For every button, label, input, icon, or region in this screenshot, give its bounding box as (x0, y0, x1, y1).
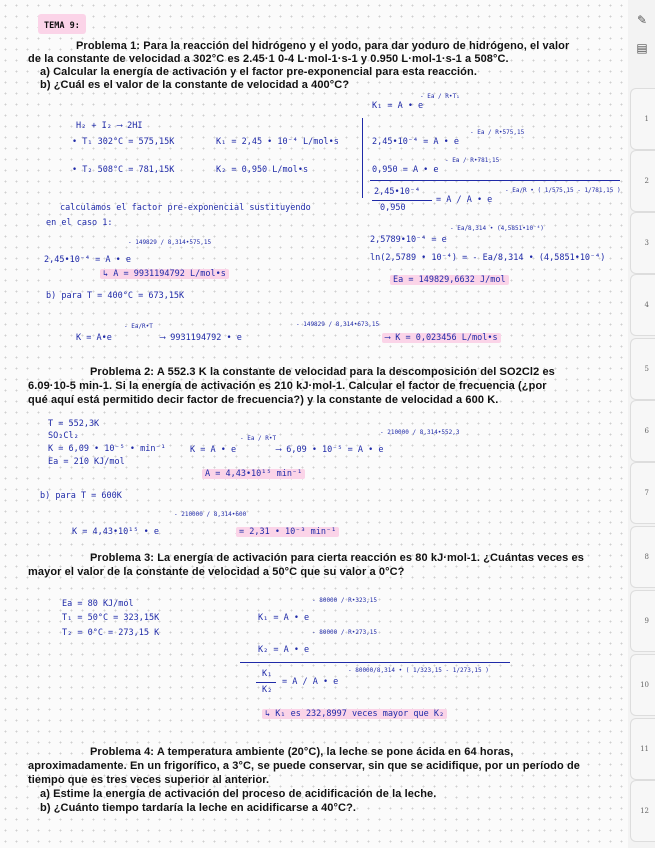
p1-eq-a: 2,45•10⁻⁴ = A • e (44, 255, 131, 265)
p2-eq-exp: - Ea / R•T (240, 435, 277, 442)
sidebar-tab-label: 11 (640, 745, 649, 753)
p2-eq-2-exp: - 210000 / 8,314•552,3 (380, 429, 460, 436)
sidebar-tab-9[interactable] (630, 590, 655, 652)
p1-b-result: ⟶ K = 0,023456 L/mol•s (382, 334, 501, 344)
p2-line-2: 6.09·10-5 min-1. Si la energía de activación es 210 kJ·mol-1. Calcular el factor de frecuencia (¿por (28, 380, 547, 392)
p2-eq-2: ⟶ 6,09 • 10⁻⁵ = A • e (276, 445, 384, 455)
p1-eq-k1: K₁ = A • e (372, 101, 424, 111)
p1-line-1: Problema 1: Para la reacción del hidrógeno y el yodo, para dar yoduro de hidrógeno, el valor (76, 40, 570, 52)
p1-eq-a-exp: - 149829 / 8,314•575,15 (128, 239, 212, 246)
p2-b-result: = 2,31 • 10⁻³ min⁻¹ (236, 528, 339, 538)
sidebar-tab-6[interactable] (630, 400, 655, 462)
p1-eq-4-den: 0,950 (380, 203, 406, 213)
p3-ratio-den: K₂ (262, 685, 273, 695)
sidebar-tab-label: 2 (644, 177, 649, 185)
p3-ratio-rhs: = A / A • e (282, 677, 339, 687)
sidebar-tab-5[interactable] (630, 338, 655, 400)
p2-b-eq: K = 4,43•10¹⁵ • e (72, 527, 159, 537)
notebook-icon[interactable]: ▤ (636, 41, 648, 55)
sidebar-tab-4[interactable] (630, 274, 655, 336)
p1-note-1: calculamos el factor pre-exponencial sustituyendo (60, 203, 311, 213)
sidebar-tab-12[interactable] (630, 780, 655, 842)
p1-result-a: ↳ A = 9931194792 L/mol•s (100, 270, 229, 280)
sidebar-tab-1[interactable] (630, 88, 655, 150)
sidebar-tab-label: 5 (644, 365, 649, 373)
p2-k: K = 6,09 • 10⁻⁵ • min⁻¹ (48, 444, 166, 454)
p3-t2: T₂ = 0°C = 273,15 K (62, 628, 160, 638)
p3-line-1: Problema 3: La energía de activación para cierta reacción es 80 kJ·mol-1. ¿Cuántas veces es (90, 552, 584, 564)
sidebar-tab-label: 6 (644, 427, 649, 435)
p3-line-2: mayor el valor de la constante de velocidad a 50°C que su valor a 0°C? (28, 566, 405, 578)
tema-label: TEMA 9: (38, 14, 86, 34)
p4-line-2: aproximadamente. En un frigorífico, a 3°C, se puede conservar, sin que se acidifique, por un período de (28, 760, 580, 772)
sidebar-tab-3[interactable] (630, 212, 655, 274)
p4-line-3: tiempo que es tres veces superior al anterior. (28, 774, 270, 786)
sidebar-tab-11[interactable] (630, 718, 655, 780)
p1-b-eq: K = A•e (76, 333, 112, 343)
p2-t: T = 552,3K (48, 419, 100, 429)
p1-eq-2: 2,45•10⁻⁴ = A • e (372, 137, 459, 147)
sidebar-tab-10[interactable] (630, 654, 655, 716)
p1-eq-3-exp: - Ea / R•781,15 (445, 157, 500, 164)
p1-b-heading: b) para T = 400°C = 673,15K (46, 291, 185, 301)
p3-ratio-num: K₁ (262, 669, 273, 679)
sidebar-tab-label: 9 (644, 617, 649, 625)
sidebar-tab-label: 7 (644, 489, 649, 497)
p4-line-4: a) Estime la energía de activación del proceso de acidificación de la leche. (40, 788, 437, 800)
p1-eq-4-exp: - Ea/R • ( 1/575,15 - 1/781,15 ) (505, 187, 621, 194)
p3-ratio-exp: - 80000/8,314 • ( 1/323,15 - 1/273,15 ) (348, 667, 489, 674)
p1-t1: • T₁ 302°C = 575,15K (72, 137, 175, 147)
p4-line-5: b) ¿Cuánto tiempo tardaría la leche en acidificarse a 40°C?. (40, 802, 357, 814)
p1-eq-5: 2,5789•10⁻⁴ = e (370, 235, 447, 245)
p2-title: Problema 2: (90, 366, 155, 378)
p1-reaction: H₂ + I₂ ⟶ 2HI (76, 121, 143, 131)
sidebar-tab-label: 3 (644, 239, 649, 247)
p1-eq-4-rhs: = A / A • e (436, 195, 493, 205)
p1-eq-k1-exp: - Ea / R•T₁ (420, 93, 460, 100)
p1-t2: • T₂ 508°C = 781,15K (72, 165, 175, 175)
sidebar-tab-2[interactable] (630, 150, 655, 212)
p1-divider (362, 118, 363, 198)
p3-k2-exp: - 80000 / R•273,15 (312, 629, 378, 636)
p1-fraction-bar-top (370, 180, 620, 181)
p2-eq: K = A • e (190, 445, 237, 455)
p2-b-heading: b) para T = 600K (40, 491, 122, 501)
p3-k1: K₁ = A • e (258, 613, 310, 623)
p1-title: Problema 1: (76, 40, 141, 52)
sidebar-tab-8[interactable] (630, 526, 655, 588)
sidebar-tab-7[interactable] (630, 462, 655, 524)
sidebar-tab-label: 4 (644, 301, 649, 309)
p1-line-3: a) Calcular la energía de activación y el factor pre-exponencial para esta reacción. (40, 66, 477, 78)
p4-line-1: Problema 4: A temperatura ambiente (20°C), la leche se pone ácida en 64 horas, (90, 746, 514, 758)
p3-result: ↳ K₁ es 232,8997 veces mayor que K₂ (262, 710, 447, 720)
sidebar-tab-label: 8 (644, 553, 649, 561)
p1-eq-5-exp: - Ea/8,314 • (4,5851•10⁻⁴) (450, 225, 544, 232)
p1-fraction-bar (372, 200, 432, 201)
p1-k1: K₁ = 2,45 • 10⁻⁴ L/mol•s (216, 137, 339, 147)
p4-title: Problema 4: (90, 746, 155, 758)
p3-k1-exp: - 80000 / R•323,15 (312, 597, 378, 604)
p1-result-ea: Ea = 149829,6632 J/mol (390, 276, 509, 286)
p1-line-2: de la constante de velocidad a 302°C es 2.45·1 0-4 L·mol-1·s-1 y 0.950 L·mol-1·s-1 a 508°C. (28, 53, 509, 65)
p3-t1: T₁ = 50°C = 323,15K (62, 613, 160, 623)
p3-ea: Ea = 80 KJ/mol (62, 599, 134, 609)
sidebar-tab-label: 1 (644, 115, 649, 123)
pen-icon[interactable]: ✎ (636, 13, 648, 27)
sidebar-tab-label: 12 (640, 807, 649, 815)
p1-eq-3: 0,950 = A • e (372, 165, 439, 175)
p3-k2: K₂ = A • e (258, 645, 310, 655)
p2-species: SO₂Cl₂ (48, 431, 79, 441)
p1-b-eq-2-exp: - 149829 / 8,314•673,15 (296, 321, 380, 328)
p2-b-eq-exp: - 210000 / 8,314•600 (174, 511, 247, 518)
p1-k2: K₂ = 0,950 L/mol•s (216, 165, 309, 175)
p1-eq-4-num: 2,45•10⁻⁴ (374, 187, 421, 197)
p1-b-eq-exp: - Ea/R•T (124, 323, 153, 330)
p2-line-1: Problema 2: A 552.3 K la constante de velocidad para la descomposición del SO2Cl2 es (90, 366, 555, 378)
sidebar-tab-label: 10 (640, 681, 649, 689)
p1-eq-6: ln(2,5789 • 10⁻⁴) = - Ea/8,314 • (4,5851•10⁻⁴) (370, 253, 606, 263)
p2-result-a: A = 4,43•10¹⁵ min⁻¹ (202, 470, 305, 480)
p1-line-4: b) ¿Cuál es el valor de la constante de velocidad a 400°C? (40, 79, 350, 91)
p3-title: Problema 3: (90, 552, 155, 564)
p1-eq-2-exp: - Ea / R•575,15 (470, 129, 525, 136)
p3-fraction-bar-top (240, 662, 510, 663)
p2-ea: Ea = 210 KJ/mol (48, 457, 125, 467)
p2-line-3: qué aquí está permitido decir factor de frecuencia?) y la constante de velocidad a 600 K. (28, 394, 499, 406)
p3-fraction-bar (256, 682, 276, 683)
p1-note-2: en el caso 1: (46, 218, 113, 228)
p1-b-eq-2: ⟶ 9931194792 • e (160, 333, 242, 343)
